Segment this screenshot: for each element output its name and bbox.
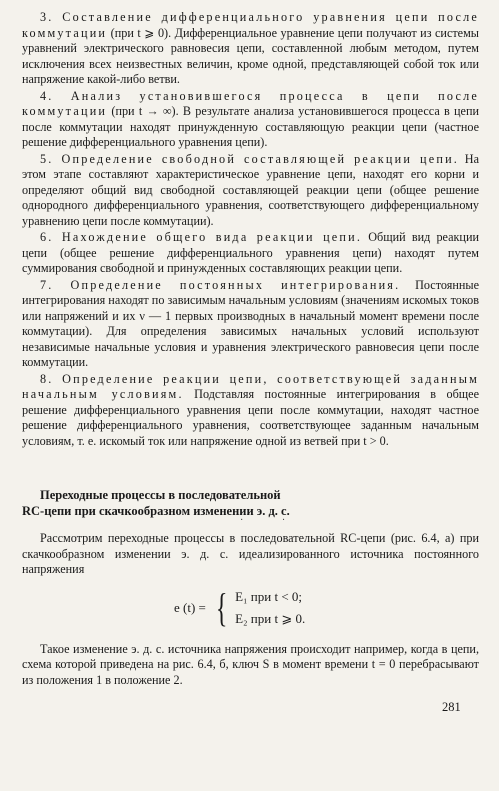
step-body: Общий вид реакции цепи (общее решение дифференциального уравнения цепи) находят путем суммирования свободной и принужденных составляющих реакции цепи. [22, 230, 479, 275]
step-heading: 5. Определение свободной составляющей реакции цепи. [40, 151, 460, 166]
step-heading: 8. Определение реакции цепи, соответствующей заданным начальным условиям. [22, 371, 479, 401]
print-specks: · · [240, 515, 304, 526]
step-body: Подставляя постоянные интегрирования в общее решение дифференциального уравнения цепи после коммутации, находят частное решение дифференциального уравнения, соответствующее заданным начальным условиям, т. е. искомый ток или напряжение одной из ветвей при t > 0. [22, 387, 479, 448]
outro-paragraph: Такое изменение э. д. с. источника напряжения происходит например, когда в цепи, схема которой приведена на рис. 6.4, б, ключ S в момент времени t = 0 перебрасывают из положения 1 в положение 2. [22, 641, 479, 687]
formula-cases [235, 589, 305, 627]
step-body: Постоянные интегрирования находят по зависимым начальным условиям (значениям искомых токов или напряжений и их ν — 1 первых производных в начальный момент времени после коммутации). Для определения зависимых начальных условий используют независимые начальные условия и уравнения электрического равновесия цепи после коммутации. [22, 277, 479, 369]
step-heading: 6. Нахождение общего вида реакции цепи. [40, 230, 363, 244]
step-7 [22, 278, 479, 371]
formula-case-1: E₁ при t < 0; [235, 588, 303, 604]
step-heading: 7. Определение постоянных интегрирования. [40, 277, 401, 292]
step-body: (при t → ∞). В результате анализа установившегося процесса в цепи после коммутации находят принужденную составляющую реакции цепи (частное решение дифференциального уравнения цепи). [22, 104, 479, 149]
formula-case-2: E₂ при t ⩾ 0. [235, 610, 306, 626]
brace-icon: { [215, 584, 228, 630]
step-5 [22, 152, 479, 230]
step-body: На этом этапе составляют характеристическое уравнение цепи, находят его корни и определяют общий вид свободной составляющей реакции цепи (общее решение однородного дифференциального уравнения, соответствующего дифференциальному уравнению цепи после коммутации). [22, 151, 479, 228]
step-body: (при t ⩾ 0). Дифференциальное уравнение цепи получают из системы уравнений электрического равновесия цепи, составленной любым методом, путем исключения всех неизвестных величин, кроме одной, представляющей собой ток или напряжение какой-либо ветви. [22, 25, 479, 86]
piecewise-formula [174, 584, 479, 630]
step-3 [22, 10, 479, 88]
section-title-line-1: Переходные процессы в последовательной [40, 488, 281, 502]
step-4 [22, 89, 479, 151]
step-8 [22, 372, 479, 450]
formula-lhs: e (t) = [174, 599, 206, 615]
section-title-line-2: RC-цепи при скачкообразном изменении э. д. с. [22, 504, 290, 518]
intro-paragraph: Рассмотрим переходные процессы в последовательной RC-цепи (рис. 6.4, а) при скачкообразном изменении э. д. с. идеализированного источника постоянного напряжения [22, 531, 479, 576]
page-number: 281 [442, 700, 461, 714]
step-heading: 4. Анализ установившегося процесса в цепи после коммутации [22, 88, 479, 118]
steps-list [22, 10, 479, 449]
step-6 [22, 230, 479, 277]
step-heading: 3. Составление дифференциального уравнения цепи после коммутации [22, 10, 479, 40]
